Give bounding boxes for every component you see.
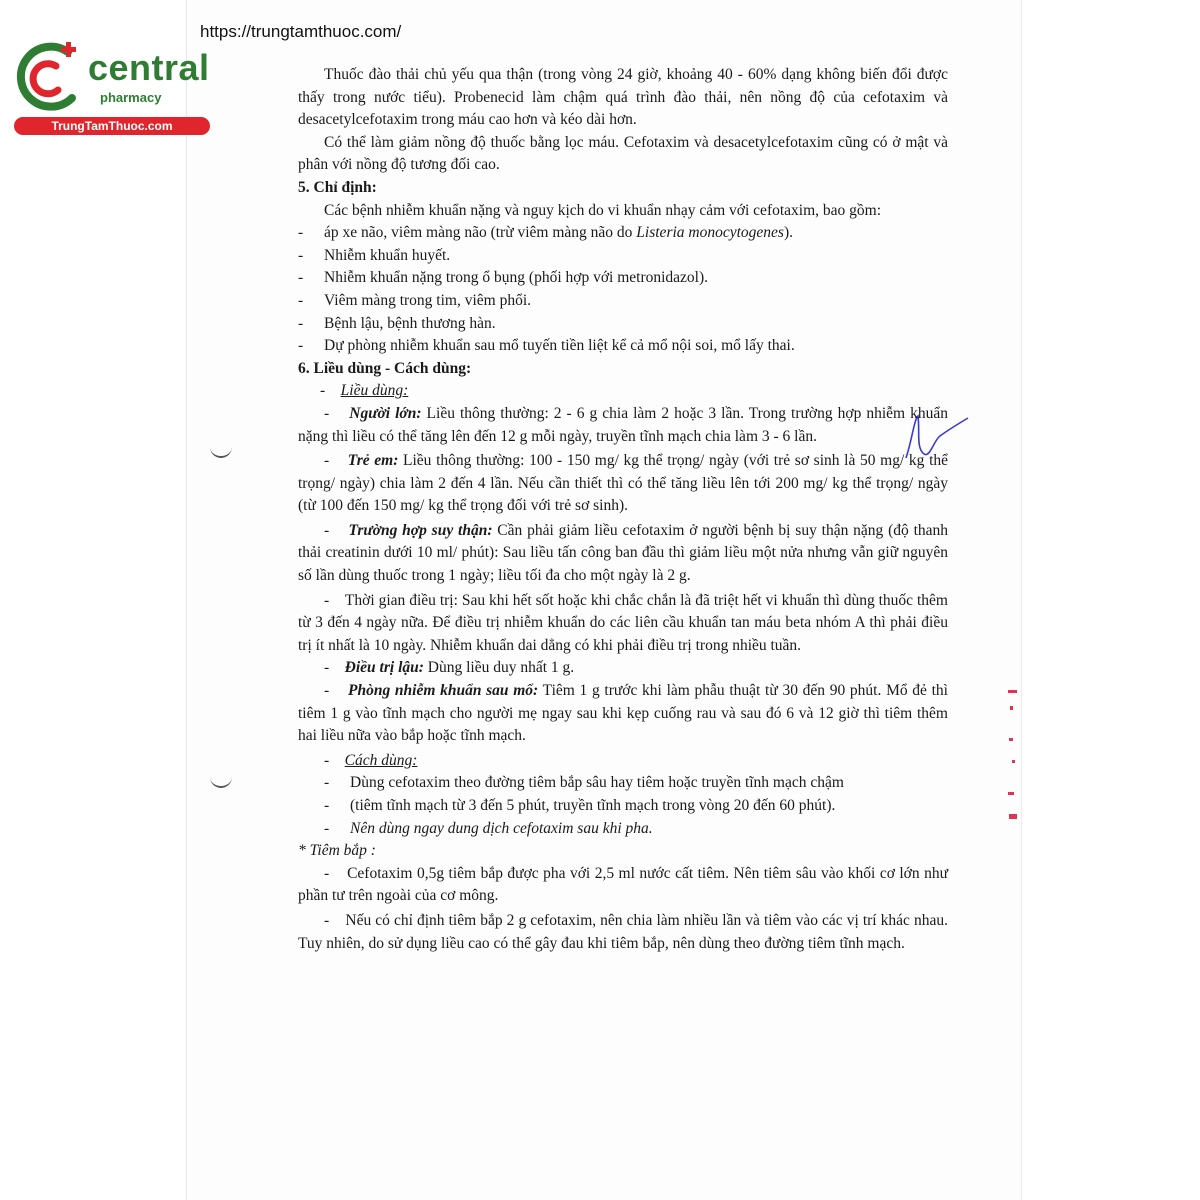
list-item: - Dự phòng nhiễm khuẩn sau mổ tuyến tiền liệt kể cả mổ nội soi, mổ lấy thai. <box>298 337 795 355</box>
logo-mark-icon <box>10 38 90 118</box>
heading-intramuscular: * Tiêm bắp : <box>298 842 376 860</box>
list-item: - Nên dùng ngay dung dịch cefotaxim sau khi pha. <box>324 819 653 837</box>
list-item: - Bệnh lậu, bệnh thương hàn. <box>298 314 496 332</box>
paragraph-child: - Trẻ em: Liều thông thường: 100 - 150 mg/ kg thể trọng/ ngày (với trẻ sơ sinh là 50 mg/ kg thể trọng/ ngày) chia làm 2 đến 4 lần. Nếu cần thiết thì có thể tăng liều lên tới 200 mg/ kg thể trọng/ ngày (từ 100 đến 150 mg/ kg thể trọng đối với trẻ sơ sinh). <box>298 452 949 515</box>
subheading-administration: - Cách dùng: <box>324 751 418 769</box>
document-body <box>298 64 948 955</box>
paragraph-excretion: Thuốc đào thải chủ yếu qua thận (trong vòng 24 giờ, khoảng 40 - 60% dạng không biến đổi được thấy trong nước tiểu). Probenecid làm chậm quá trình đào thải, nên nồng độ của cefotaxim và desacetylcefotaxim trong máu cao hơn và kéo dài hơn. <box>298 66 948 129</box>
paragraph-im-1: - Cefotaxim 0,5g tiêm bắp được pha với 2,5 ml nước cất tiêm. Nên tiêm sâu vào khối cơ lớn như phần tư trên ngoài của cơ mông. <box>298 864 949 905</box>
logo-site-badge: TrungTamThuoc.com <box>14 117 210 135</box>
list-item: - áp xe não, viêm màng não (trừ viêm màng não do Listeria monocytogenes). <box>298 224 794 242</box>
list-item: - Nhiễm khuẩn nặng trong ổ bụng (phối hợp với metronidazol). <box>298 269 709 287</box>
paragraph-prophylaxis: - Phòng nhiễm khuẩn sau mổ: Tiêm 1 g trước khi làm phẫu thuật từ 30 đến 90 phút. Mổ đẻ thì tiêm 1 g vào tĩnh mạch cho người mẹ ngay sau khi kẹp cuống rau và sau đó 6 và 12 giờ thì tiêm thêm hai liều nữa vào bắp hoặc tĩnh mạch. <box>298 682 948 745</box>
paragraph-renal: - Trường hợp suy thận: Cần phải giảm liều cefotaxim ở người bệnh bị suy thận nặng (độ thanh thải creatinin dưới 10 ml/ phút): Sau liều tấn công ban đầu thì giảm liều một nửa nhưng vẫn giữ nguyên số lần dùng thuốc trong 1 ngày; liều tối đa cho một ngày là 2 g. <box>298 521 949 585</box>
paragraph-adult: - Người lớn: Liều thông thường: 2 - 6 g chia làm 2 hoặc 3 lần. Trong trường hợp nhiễm khuẩn nặng thì liều có thể tăng lên đến 12 g mỗi ngày, truyền tĩnh mạch chia làm 3 - 6 lần. <box>298 404 948 445</box>
paragraph-dialysis: Có thể làm giảm nồng độ thuốc bằng lọc máu. Cefotaxim và desacetylcefotaxim cũng có ở mật và phân với nồng độ tương đối cao. <box>298 133 948 174</box>
paragraph-gonorrhea: - Điều trị lậu: Dùng liều duy nhất 1 g. <box>324 659 575 677</box>
list-item: - (tiêm tĩnh mạch từ 3 đến 5 phút, truyền tĩnh mạch trong vòng 20 đến 60 phút). <box>324 797 836 814</box>
list-item: - Dùng cefotaxim theo đường tiêm bắp sâu hay tiêm hoặc truyền tĩnh mạch chậm <box>324 774 844 792</box>
red-edge-marks <box>1006 690 1020 830</box>
heading-indications: 5. Chỉ định: <box>298 178 377 196</box>
heading-dosage: 6. Liều dùng - Cách dùng: <box>298 359 472 377</box>
logo-sub-text: pharmacy <box>100 90 162 105</box>
logo-brand-text: central <box>88 47 210 88</box>
source-url[interactable]: https://trungtamthuoc.com/ <box>200 22 402 41</box>
paragraph-im-2: - Nếu có chỉ định tiêm bắp 2 g cefotaxim, nên chia làm nhiều lần và tiêm vào các vị trí khác nhau. Tuy nhiên, do sử dụng liều cao có thể gây đau khi tiêm bắp, nên dùng theo đường tiêm tĩnh mạch. <box>298 911 949 952</box>
paragraph-indications-intro: Các bệnh nhiễm khuẩn nặng và nguy kịch do vi khuẩn nhạy cảm với cefotaxim, bao gồm: <box>324 201 882 219</box>
paragraph-duration: - Thời gian điều trị: Sau khi hết sốt hoặc khi chắc chắn là đã triệt hết vi khuẩn thì dùng thuốc thêm từ 3 đến 4 ngày nữa. Để điều trị nhiễm khuẩn do các liên cầu khuẩn tan máu beta nhóm A thì phải điều trị ít nhất là 10 ngày. Nhiễm khuẩn dai dẳng có khi phải điều trị trong nhiều tuần. <box>298 591 948 654</box>
list-item: - Viêm màng trong tim, viêm phổi. <box>298 291 532 309</box>
list-item: - Nhiễm khuẩn huyết. <box>298 246 451 264</box>
subheading-dosage: - Liều dùng: <box>320 382 409 400</box>
pharmacy-logo[interactable] <box>10 38 215 138</box>
